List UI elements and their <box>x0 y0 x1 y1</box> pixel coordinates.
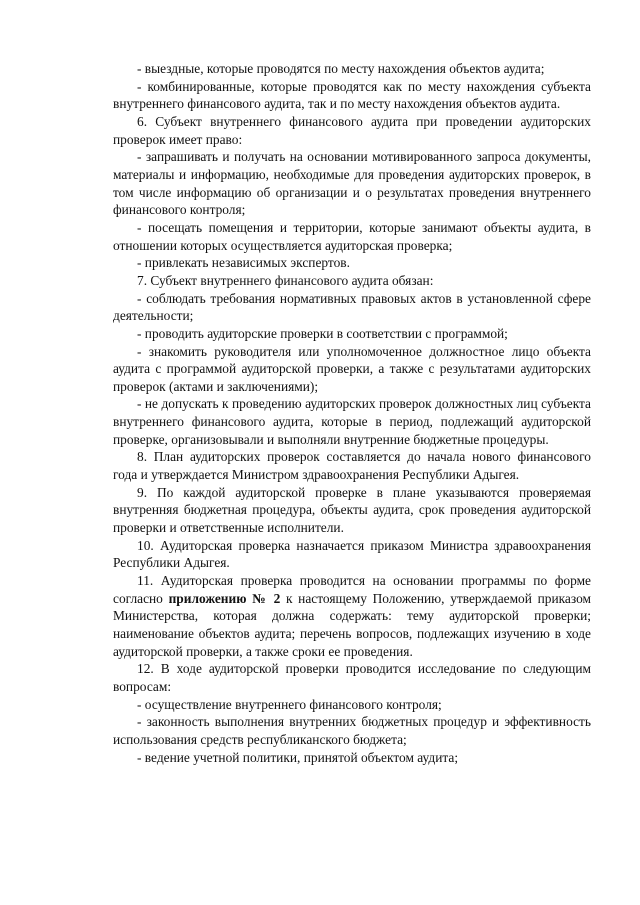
appendix-2-reference: приложению № 2 <box>168 590 281 606</box>
paragraph-section-9-plan-contents: 9. По каждой аудиторской проверке в плане указываются проверяемая внутренняя бюджетная процедура, объекты аудита, срок проведения аудиторской проверки и ответственные исполнители. <box>113 484 591 536</box>
paragraph-section-10-appointment: 10. Аудиторская проверка назначается приказом Министра здравоохранения Республики Адыгея. <box>113 537 591 571</box>
paragraph-section-11-after: к настоящему Положению, утверждаемой приказом Министерства, которая должна содержать: тему аудиторской проверки; наименование объектов аудита; перечень вопросов, подлежащих изучению в ходе аудиторской проверки, а также сроки ее проведения. <box>113 590 591 659</box>
paragraph-section-11-before: 11. Аудиторская проверка проводится на основании программы по форме согласно <box>113 573 591 606</box>
paragraph-engage-experts: - привлекать независимых экспертов. <box>137 255 350 271</box>
paragraph-visit-premises: - посещать помещения и территории, которые занимают объекты аудита, в отношении которых осуществляется аудиторская проверка; <box>113 219 591 253</box>
paragraph-exclude-officials: - не допускать к проведению аудиторских проверок должностных лиц субъекта внутреннего финансового аудита, которые в период, подлежащий аудиторской проверке, организовывали и выполняли внутренние бюджетные процедуры. <box>113 396 591 447</box>
paragraph-section-7-duties: 7. Субъект внутреннего финансового аудита обязан: <box>137 272 434 288</box>
document-body <box>113 60 591 766</box>
paragraph-offsite-audits: - выездные, которые проводятся по месту нахождения объектов аудита; <box>137 61 545 76</box>
paragraph-section-6-rights: 6. Субъект внутреннего финансового аудита при проведении аудиторских проверок имеет право: <box>113 113 591 147</box>
paragraph-conduct-per-program: - проводить аудиторские проверки в соответствии с программой; <box>137 325 508 341</box>
paragraph-legality-efficiency: - законность выполнения внутренних бюджетных процедур и эффективность использования средств республиканского бюджета; <box>113 714 591 747</box>
paragraph-section-12-scope: 12. В ходе аудиторской проверки проводится исследование по следующим вопросам: <box>113 661 591 694</box>
paragraph-comply-requirements: - соблюдать требования нормативных правовых актов в установленной сфере деятельности; <box>113 290 591 324</box>
paragraph-inform-head: - знакомить руководителя или уполномоченное должностное лицо объекта аудита с программой аудиторской проверки, а также с результатами аудиторских проверок (актами и заключениями); <box>113 343 591 394</box>
paragraph-combined-audits: - комбинированные, которые проводятся как по месту нахождения субъекта внутреннего финансового аудита, так и по месту нахождения объектов аудита. <box>113 78 591 112</box>
paragraph-internal-control: - осуществление внутреннего финансового контроля; <box>137 696 442 712</box>
paragraph-section-11-program <box>113 572 591 660</box>
paragraph-accounting-policy: - ведение учетной политики, принятой объектом аудита; <box>137 749 459 765</box>
paragraph-section-8-plan: 8. План аудиторских проверок составляется до начала нового финансового года и утверждается Министром здравоохранения Республики Адыгея. <box>113 449 591 483</box>
paragraph-request-documents: - запрашивать и получать на основании мотивированного запроса документы, материалы и информацию, необходимые для проведения аудиторских проверок, в том числе информацию об организации и о результатах проведения внутреннего финансового контроля; <box>113 149 591 218</box>
